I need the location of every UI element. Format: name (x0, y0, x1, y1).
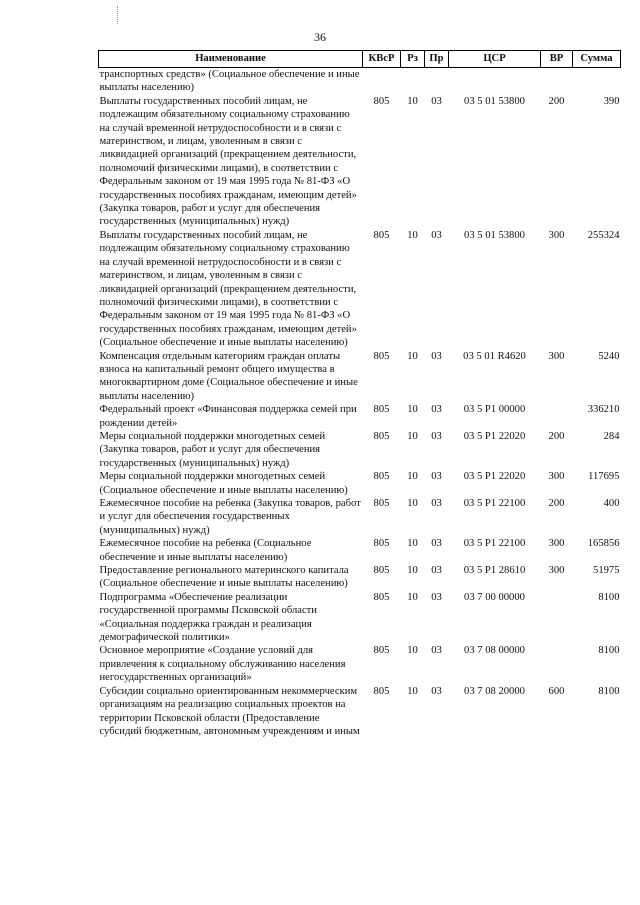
cell-csr: 03 5 01 53800 (464, 95, 525, 107)
cell-pr: 03 (431, 645, 442, 657)
cell-name: Основное мероприятие «Создание условий для привлечения к социальному обслуживанию населения негосударственных организаций» (99, 645, 346, 684)
cell-name: Компенсация отдельным категориям граждан оплаты взноса на капитальный ремонт общего имущества в многоквартирном доме (Социальное обеспечение и иные выплаты населению) (99, 350, 358, 402)
cell-vr (541, 644, 573, 684)
cell-vr: 300 (548, 565, 565, 577)
cell-csr: 03 5 01 R4620 (463, 350, 526, 362)
cell-sum: 8100 (598, 591, 620, 603)
cell-name: Подпрограмма «Обеспечение реализации государственной программы Псковской области «Социальная поддержка граждан и реализация демографической политики» (99, 591, 317, 644)
cell-sum: 284 (603, 430, 620, 442)
header-kvsr: КВсР (363, 51, 401, 68)
cell-vr: 200 (548, 498, 565, 509)
cell-rz: 10 (407, 471, 418, 483)
cell-sum: 8100 (598, 685, 620, 697)
table-row (99, 403, 621, 430)
cell-csr: 03 5 P1 00000 (463, 404, 526, 416)
cell-csr: 03 7 00 00000 (464, 591, 525, 603)
cell-vr (541, 591, 573, 645)
cell-rz: 10 (407, 430, 418, 442)
table-row (99, 591, 621, 645)
cell-name: Выплаты государственных пособий лицам, не подлежащим обязательному социальному страхованию на случай временной нетрудоспособности и в связи с материнством, и лицам, уволенным в связи с ликвидацией организаций (прекращением деятельности, полномочий физическими лицами), в соответствии с Федеральным законом от 19 мая 1995 года № 81-ФЗ «О государственных пособиях гражданам, имеющим детей» (Социальное обеспечение и иные выплаты населению) (99, 229, 357, 349)
cell-sum: 165856 (587, 538, 620, 550)
cell-kvsr: 805 (373, 645, 390, 657)
page-number: 36 (314, 30, 326, 44)
cell-name: Меры социальной поддержки многодетных семей (Закупка товаров, работ и услуг для обеспечения государственных (муниципальных) нужд) (99, 430, 326, 469)
cell-sum: 390 (603, 95, 620, 107)
cell-pr: 03 (431, 404, 442, 416)
table-row (99, 430, 621, 470)
cell-sum (573, 68, 621, 95)
cell-name: Меры социальной поддержки многодетных семей (Социальное обеспечение и иные выплаты населению) (99, 471, 348, 496)
cell-vr: 200 (548, 430, 565, 442)
cell-kvsr: 805 (373, 591, 390, 603)
cell-rz: 10 (407, 229, 418, 241)
cell-pr: 03 (431, 471, 442, 483)
cell-csr: 03 5 P1 22100 (463, 498, 526, 509)
cell-pr: 03 (431, 95, 442, 107)
cell-vr: 200 (548, 95, 565, 107)
cell-kvsr: 805 (373, 565, 390, 577)
table-row (99, 644, 621, 684)
cell-sum: 51975 (593, 565, 620, 577)
table-header-row (99, 51, 621, 68)
cell-rz: 10 (407, 685, 418, 697)
cell-pr: 03 (431, 538, 442, 550)
cell-csr: 03 5 P1 22020 (463, 471, 526, 483)
cell-csr: 03 7 08 00000 (464, 645, 525, 657)
cell-pr (425, 68, 449, 95)
cell-pr: 03 (431, 350, 442, 362)
cell-csr: 03 7 08 20000 (464, 685, 525, 697)
cell-pr: 03 (431, 430, 442, 442)
cell-kvsr: 805 (373, 430, 390, 442)
cell-sum: 5240 (598, 350, 620, 362)
cell-name: Предоставление регионального материнского капитала (Социальное обеспечение и иные выплаты населению) (99, 565, 349, 590)
cell-name: Ежемесячное пособие на ребенка (Социальное обеспечение и иные выплаты населению) (99, 538, 312, 563)
cell-rz (401, 68, 425, 95)
table-row (99, 537, 621, 564)
cell-vr: 300 (548, 350, 565, 362)
cell-pr: 03 (431, 591, 442, 603)
header-sum: Сумма (573, 51, 621, 68)
cell-vr: 300 (548, 229, 565, 241)
header-name: Наименование (99, 51, 363, 68)
cell-vr (541, 68, 573, 95)
table-row (99, 497, 621, 537)
cell-csr: 03 5 P1 22020 (463, 430, 526, 442)
cell-kvsr: 805 (373, 498, 390, 509)
cell-csr: 03 5 P1 28610 (463, 565, 526, 577)
cell-kvsr (363, 68, 401, 95)
cell-sum: 255324 (587, 229, 620, 241)
scan-artifact-mark (117, 6, 119, 24)
cell-rz: 10 (407, 538, 418, 550)
cell-vr: 300 (548, 538, 565, 550)
table-row (99, 68, 621, 95)
table-row (99, 95, 621, 229)
cell-kvsr: 805 (373, 350, 390, 362)
cell-kvsr: 805 (373, 95, 390, 107)
cell-name: Ежемесячное пособие на ребенка (Закупка товаров, работ и услуг для обеспечения государственных (муниципальных) нужд) (99, 498, 361, 536)
cell-vr: 600 (548, 685, 565, 697)
cell-name: Федеральный проект «Финансовая поддержка семей при рождении детей» (99, 404, 357, 429)
table-row (99, 229, 621, 350)
cell-csr: 03 5 P1 22100 (463, 538, 526, 550)
cell-rz: 10 (407, 565, 418, 577)
header-vr: ВР (541, 51, 573, 68)
cell-pr: 03 (431, 565, 442, 577)
cell-kvsr: 805 (373, 404, 390, 416)
cell-pr: 03 (431, 685, 442, 697)
header-rz: Рз (401, 51, 425, 68)
cell-sum: 117695 (588, 471, 620, 483)
cell-csr: 03 5 01 53800 (464, 229, 525, 241)
cell-rz: 10 (407, 404, 418, 416)
cell-vr: 300 (548, 471, 565, 483)
cell-pr: 03 (431, 229, 442, 241)
cell-kvsr: 805 (373, 685, 390, 697)
cell-rz: 10 (407, 645, 418, 657)
cell-name: Выплаты государственных пособий лицам, не подлежащим обязательному социальному страхованию на случай временной нетрудоспособности и в связи с материнством, и лицам, уволенным в связи с ликвидацией организаций (прекращением деятельности, полномочий физическими лицами), в соответствии с Федеральным законом от 19 мая 1995 года № 81-ФЗ «О государственных пособиях гражданам, имеющим детей» (Закупка товаров, работ и услуг для обеспечения государственных (муниципальных) нужд) (99, 95, 357, 228)
table-row (99, 564, 621, 591)
cell-rz: 10 (407, 95, 418, 107)
table-row (99, 470, 621, 497)
cell-kvsr: 805 (373, 471, 390, 483)
cell-sum: 336210 (587, 404, 620, 416)
cell-rz: 10 (407, 498, 418, 509)
header-pr: Пр (425, 51, 449, 68)
budget-table (98, 50, 621, 738)
cell-pr: 03 (431, 498, 442, 509)
cell-vr (541, 403, 573, 430)
cell-rz: 10 (407, 591, 418, 603)
cell-name: транспортных средств» (Социальное обеспечение и иные выплаты населению) (99, 69, 360, 94)
cell-name: Субсидии социально ориентированным некоммерческим организациям на реализацию социальных проектов на территории Псковской области (Предоставление субсидий бюджетным, автономным учреждениям и иным (99, 685, 360, 737)
table-row (99, 350, 621, 404)
cell-rz: 10 (407, 350, 418, 362)
cell-csr (449, 68, 541, 95)
cell-sum: 400 (603, 498, 620, 509)
header-csr: ЦСР (449, 51, 541, 68)
cell-kvsr: 805 (373, 229, 390, 241)
cell-kvsr: 805 (373, 538, 390, 550)
table-row (99, 685, 621, 739)
cell-sum: 8100 (598, 645, 620, 657)
